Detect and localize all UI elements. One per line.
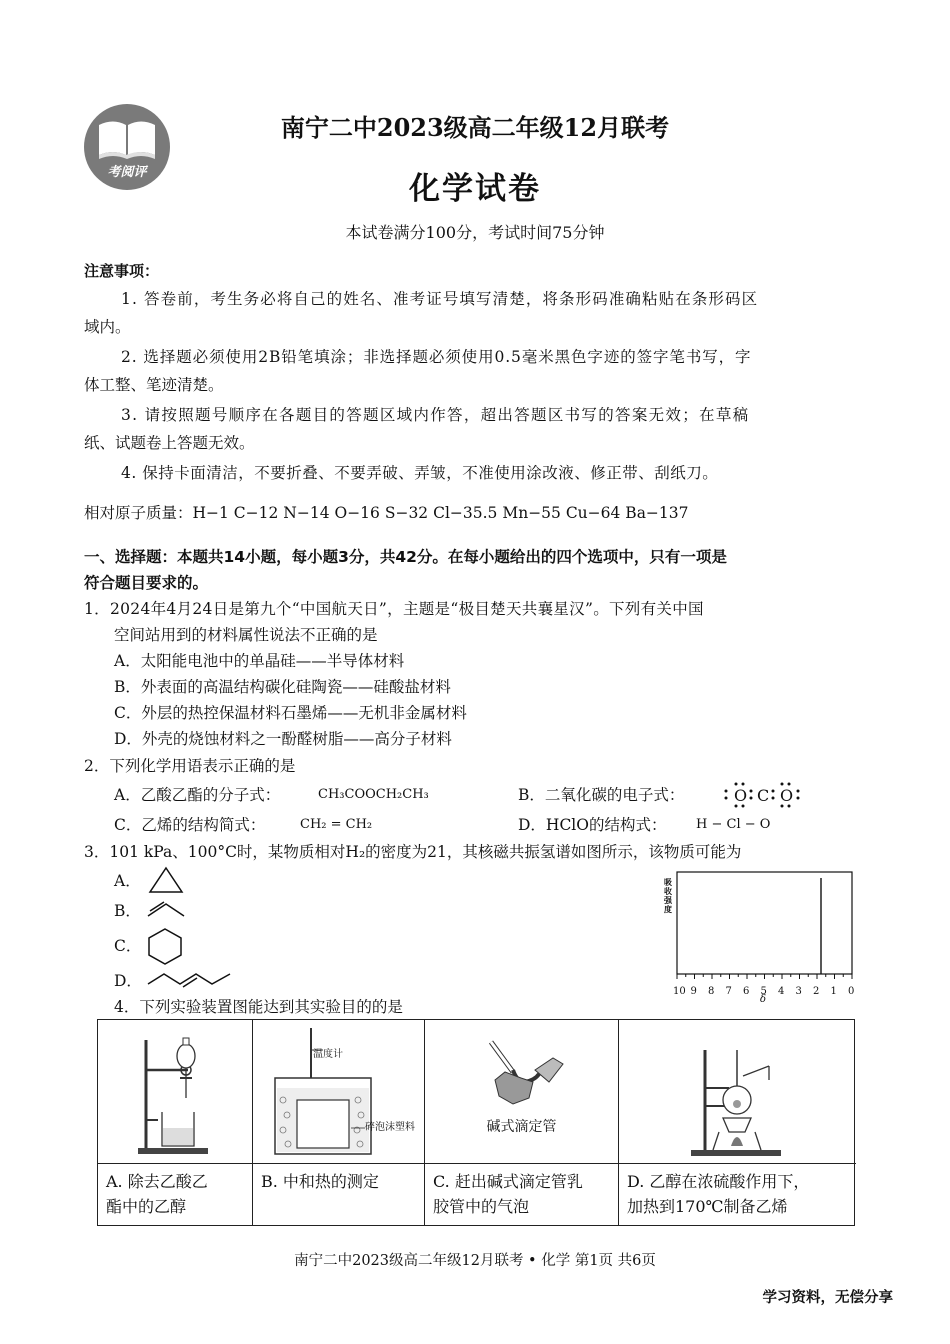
q2-option-b-label: B．二氧化碳的电子式： [518, 786, 685, 804]
section-1-line-2: 符合题目要求的。 [84, 574, 209, 592]
burette-label: 碱式滴定管 [486, 1119, 557, 1135]
q2-option-c-formula: CH₂ = CH₂ [300, 817, 373, 832]
q2-option-d-label: D．HClO的结构式： [518, 816, 667, 834]
exam-title: 南宁二中2023级高二年级12月联考 [280, 113, 670, 142]
burette-figure [425, 1020, 618, 1164]
nmr-tick-label: 9 [690, 986, 697, 997]
q4-cell-a [98, 1020, 253, 1225]
q4-cell-b [253, 1020, 425, 1225]
cyclohexane-structure [146, 926, 184, 970]
hexene-structure [146, 966, 238, 994]
q4-caption-a: A. 除去乙酸乙 酯中的乙醇 [106, 1172, 208, 1216]
nmr-tick-label: 4 [778, 986, 785, 997]
q2-option-c-label: C．乙烯的结构简式： [114, 816, 266, 834]
q3-option-c: C． [114, 937, 142, 955]
q4-caption-d: D. 乙醇在浓硫酸作用下， 加热到170℃制备乙烯 [627, 1172, 810, 1216]
nmr-tick-label: 10 [673, 986, 686, 997]
thermometer-label: 温度计 [313, 1049, 343, 1060]
note-4: 4. 保持卡面清洁，不要折叠、不要弄破、弄皱，不准使用涂改液、修正带、刮纸刀。 [121, 464, 719, 482]
q1-stem-1: 1．2024年4月24日是第九个“中国航天日”，主题是“极目楚天共襄星汉”。下列有关中国 [84, 600, 704, 618]
page-footer: 南宁二中2023级高二年级12月联考 • 化学 第1页 共6页 [294, 1253, 656, 1269]
q1-option-d: D．外壳的烧蚀材料之一酚醛树脂——高分子材料 [114, 730, 452, 748]
nmr-tick-label: 0 [848, 986, 855, 997]
svg-text:O: O [780, 786, 794, 805]
note-3-line-2: 纸、试题卷上答题无效。 [84, 434, 255, 452]
nmr-tick-label: 6 [743, 986, 750, 997]
q4-apparatus-table [97, 1019, 855, 1226]
propene-structure [146, 898, 188, 924]
nmr-tick-label: 1 [830, 986, 837, 997]
nmr-ylabel: 吸收强度 [664, 877, 672, 914]
nmr-tick-label: 7 [725, 986, 732, 997]
note-2-line-1: 2. 选择题必须使用2B铅笔填涂；非选择题必须使用0.5毫米黑色字迹的签字笔书写，字 [121, 348, 752, 366]
foam-label: 碎泡沫塑料 [365, 1122, 415, 1133]
notes-heading: 注意事项： [84, 262, 160, 280]
nmr-spectrum [660, 864, 860, 1004]
q1-option-c: C．外层的热控保温材料石墨烯——无机非金属材料 [114, 704, 467, 722]
q4-caption-b: B. 中和热的测定 [261, 1172, 379, 1191]
q2-option-a-formula: CH₃COOCH₂CH₃ [318, 787, 429, 802]
q2-option-d-formula: H − Cl − O [696, 817, 771, 832]
q3-stem: 3．101 kPa、100°C时，某物质相对H₂的密度为21，其核磁共振氢谱如图所示，该物质可能为 [84, 843, 742, 861]
svg-text:O: O [734, 786, 748, 805]
note-3-line-1: 3. 请按照题号顺序在各题目的答题区域内作答，超出答题区书写的答案无效；在草稿 [121, 406, 750, 424]
section-1-line-1: 一、选择题：本题共14小题，每小题3分，共42分。在每小题给出的四个选项中，只有一项是 [84, 548, 727, 566]
share-note: 学习资料，无偿分享 [762, 1289, 893, 1306]
q4-cell-c [425, 1020, 619, 1225]
note-1-line-2: 域内。 [84, 318, 131, 336]
q3-option-a: A． [114, 872, 141, 890]
q3-option-d: D． [114, 972, 142, 990]
calorimeter-figure [253, 1020, 424, 1164]
co2-electron-formula [722, 780, 802, 810]
q4-caption-c: C. 赶出碱式滴定管乳 胶管中的气泡 [433, 1172, 583, 1216]
q4-stem: 4．下列实验装置图能达到其实验目的的是 [114, 998, 403, 1016]
nmr-tick-label: 2 [813, 986, 820, 997]
nmr-tick-label: 8 [708, 986, 715, 997]
note-2-line-2: 体工整、笔迹清楚。 [84, 376, 224, 394]
q2-stem: 2．下列化学用语表示正确的是 [84, 757, 296, 775]
exam-meta: 本试卷满分100分，考试时间75分钟 [345, 223, 605, 242]
subject-title: 化学试卷 [409, 171, 541, 207]
note-1-line-1: 1. 答卷前，考生务必将自己的姓名、准考证号填写清楚，将条形码准确粘贴在条形码区 [121, 290, 759, 308]
logo-text: 考阅评 [107, 165, 147, 180]
nmr-tick-label: 5 [760, 986, 767, 997]
q1-option-b: B．外表面的高温结构碳化硅陶瓷——硅酸盐材料 [114, 678, 451, 696]
q1-option-a: A．太阳能电池中的单晶硅——半导体材料 [114, 652, 405, 670]
cyclopropane-structure [146, 864, 186, 900]
atomic-mass: 相对原子质量：H−1 C−12 N−14 O−16 S−32 Cl−35.5 Mn−55 Cu−64 Ba−137 [84, 504, 689, 522]
nmr-tick-label: 3 [795, 986, 802, 997]
separation-apparatus-figure [98, 1020, 252, 1164]
q4-cell-d [619, 1020, 856, 1225]
ethylene-prep-figure [619, 1020, 856, 1164]
q2-option-a-label: A．乙酸乙酯的分子式： [114, 786, 281, 804]
nmr-xlabel: δ [760, 994, 767, 1005]
q1-stem-2: 空间站用到的材料属性说法不正确的是 [114, 626, 378, 644]
q3-option-b: B． [114, 902, 141, 920]
svg-text:C: C [757, 786, 770, 805]
